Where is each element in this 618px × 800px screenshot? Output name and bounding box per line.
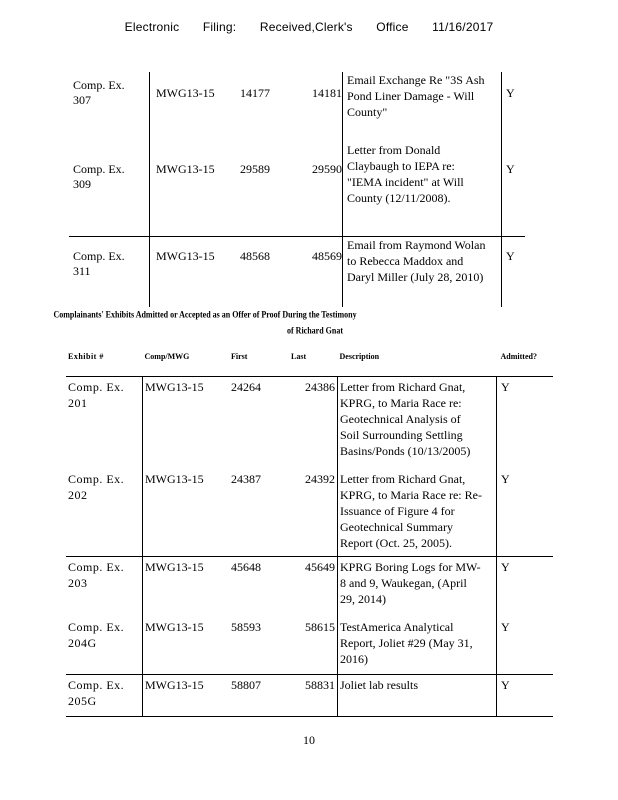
first-cell: 24387 [231, 471, 261, 486]
description-line: Report, Joliet #29 (May 31, [340, 635, 473, 650]
section-subtitle: of Richard Gnat [287, 325, 343, 336]
column-header-description: Description [338, 348, 497, 377]
exhibit-label: Comp. Ex. [68, 619, 125, 634]
exhibit-label: Comp. Ex. [73, 162, 125, 176]
exhibit-number: 205G [68, 694, 97, 708]
admitted-cell: Y [502, 237, 526, 308]
description-line: Letter from Richard Gnat, [340, 471, 466, 486]
description-line: KPRG Boring Logs for MW- [340, 560, 481, 574]
table-row [66, 557, 553, 617]
description-line: TestAmerica Analytical [340, 619, 454, 634]
first-cell: 24264 [231, 380, 261, 394]
first-cell: 58593 [231, 619, 261, 634]
header-word: Filing: [202, 20, 237, 34]
exhibit-label: Comp. Ex. [68, 560, 125, 574]
filing-stamp-header [0, 20, 618, 34]
description-line: Issuance of Figure 4 for [340, 503, 455, 518]
description-line: County" [347, 105, 388, 119]
description-line: Geotechnical Analysis of [340, 412, 461, 426]
exhibit-label: Comp. Ex. [73, 78, 125, 92]
first-cell: 58807 [229, 675, 289, 717]
description-line: 29, 2014) [340, 592, 386, 606]
column-header-admitted: Admitted? [497, 348, 554, 377]
comp-mwg-cell: MWG13-15 [156, 162, 215, 176]
table-row [66, 469, 553, 557]
exhibit-table [66, 348, 553, 717]
description-line: 8 and 9, Waukegan, (April [340, 576, 467, 590]
exhibit-number: 204G [68, 635, 97, 650]
table-row [66, 617, 553, 675]
comp-mwg-cell: MWG13-15 [143, 557, 230, 617]
exhibit-number: 311 [73, 264, 91, 278]
exhibit-number: 309 [73, 177, 91, 191]
admitted-cell: Y [501, 380, 510, 394]
table-header-row [66, 348, 553, 377]
header-word: 11/16/2017 [432, 20, 494, 34]
last-cell: 58615 [289, 617, 338, 675]
first-cell: 29589 [240, 162, 270, 176]
description-line: County (12/11/2008). [347, 191, 451, 205]
exhibit-number: 201 [68, 396, 88, 410]
description-line: Claybaugh to IEPA re: [347, 159, 455, 173]
table-row [66, 377, 553, 469]
description-line: Email from Raymond Wolan [347, 238, 486, 252]
exhibit-label: Comp. Ex. [68, 471, 125, 486]
description-line: Soil Surrounding Settling [340, 428, 463, 442]
header-word: Electronic [124, 20, 180, 34]
admitted-cell: Y [501, 619, 510, 634]
last-cell: 58831 [289, 675, 338, 717]
exhibit-label: Comp. Ex. [68, 380, 125, 394]
column-header-first: First [229, 348, 289, 377]
comp-mwg-cell: MWG13-15 [145, 619, 204, 634]
exhibit-label: Comp. Ex. [68, 678, 125, 692]
description-line: Report (Oct. 25, 2005). [340, 535, 452, 550]
description-line: to Rebecca Maddox and [347, 254, 464, 268]
header-word: Received,Clerk's [259, 20, 353, 34]
description-line: Geotechnical Summary [340, 519, 453, 534]
exhibit-number: 203 [68, 576, 88, 590]
exhibit-number: 307 [73, 93, 91, 107]
table-row [66, 675, 553, 717]
table-row [69, 237, 525, 308]
exhibit-number: 202 [68, 487, 88, 502]
comp-mwg-cell: MWG13-15 [145, 380, 204, 394]
description-line: Daryl Miller (July 28, 2010) [347, 270, 484, 284]
last-cell: 14181 [300, 72, 343, 142]
first-cell: 45648 [229, 557, 289, 617]
last-cell: 29590 [300, 142, 343, 237]
column-header-exhibit: Exhibit # [66, 348, 143, 377]
admitted-cell: Y [497, 557, 554, 617]
continued-exhibit-table [69, 72, 525, 307]
section-title: Complainants' Exhibits Admitted or Accepted as an Offer of Proof During the Testimony [53, 309, 357, 320]
last-cell: 24392 [289, 469, 338, 557]
page-number: 10 [303, 733, 315, 747]
column-header-comp: Comp/MWG [143, 348, 230, 377]
description-line: Letter from Donald [347, 143, 441, 157]
comp-mwg-cell: MWG13-15 [143, 675, 230, 717]
admitted-cell: Y [506, 162, 515, 176]
first-cell: 48568 [236, 237, 300, 308]
last-cell: 45649 [289, 557, 338, 617]
description-line: Letter from Richard Gnat, [340, 380, 466, 394]
description-line: 2016) [340, 651, 368, 666]
exhibit-label: Comp. Ex. [73, 249, 125, 263]
first-cell: 14177 [240, 86, 270, 100]
comp-mwg-cell: MWG13-15 [150, 237, 237, 308]
description-line: KPRG, to Maria Race re: [340, 396, 462, 410]
table-row [69, 72, 525, 142]
last-cell: 48569 [300, 237, 343, 308]
description-line: Basins/Ponds (10/13/2005) [340, 444, 471, 458]
description-line: Joliet lab results [340, 678, 418, 692]
description-line: Pond Liner Damage - Will [347, 89, 475, 103]
admitted-cell: Y [501, 471, 510, 486]
description-line: Email Exchange Re "3S Ash [347, 73, 485, 87]
table-row [69, 142, 525, 237]
admitted-cell: Y [497, 675, 554, 717]
header-word: Office [376, 20, 409, 34]
description-line: "IEMA incident" at Will [347, 175, 464, 189]
comp-mwg-cell: MWG13-15 [145, 471, 204, 486]
description-line: KPRG, to Maria Race re: Re- [340, 487, 482, 502]
last-cell: 24386 [289, 377, 338, 469]
comp-mwg-cell: MWG13-15 [156, 86, 215, 100]
column-header-last: Last [289, 348, 338, 377]
admitted-cell: Y [506, 86, 515, 100]
